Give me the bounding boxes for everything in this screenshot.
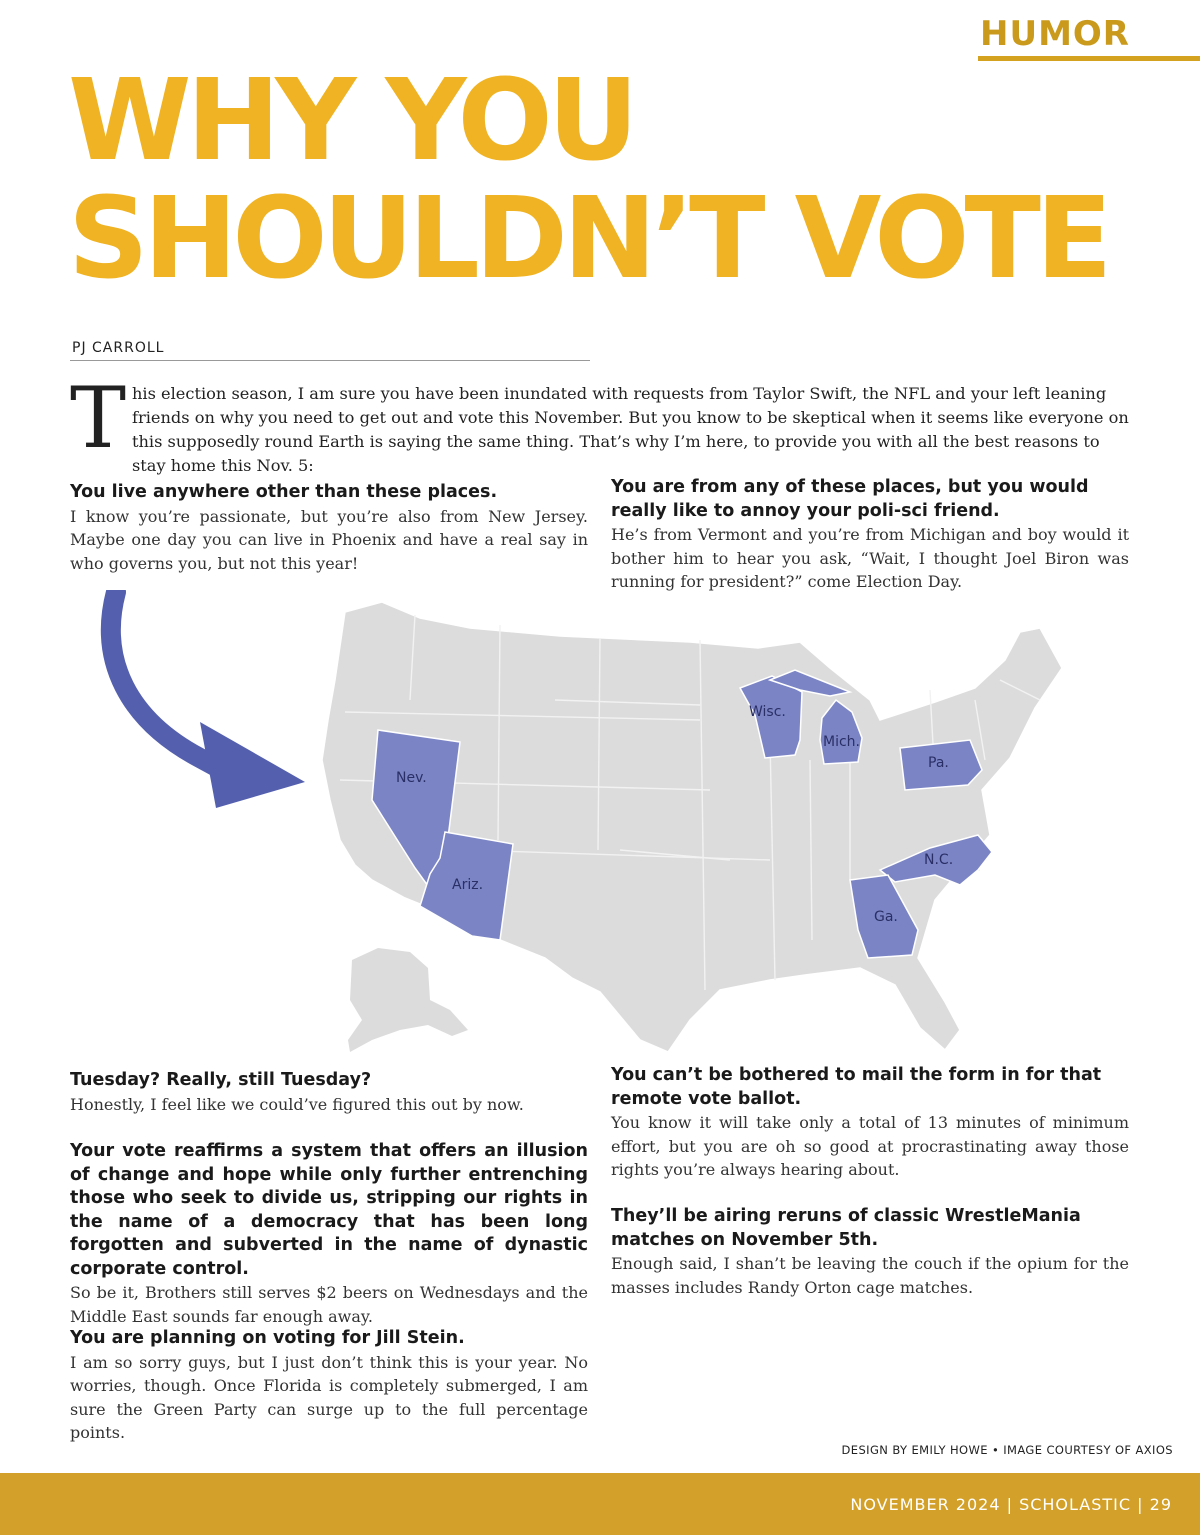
reason-heading: You are from any of these places, but you would really like to annoy your poli-sci friend. [611,477,1089,521]
reason-block [70,1140,588,1328]
label-arizona: Ariz. [452,877,484,893]
label-pennsylvania: Pa. [928,755,949,771]
reason-block [611,1205,1129,1299]
byline-rule [70,360,590,361]
reason-body: Enough said, I shan’t be leaving the couch if the opium for the masses includes Randy Orton cage matches. [611,1254,1129,1297]
reason-body: I am so sorry guys, but I just don’t think this is your year. No worries, though. Once Florida is completely submerged, I am sure the Green Party can surge up to the full percentage points. [70,1352,588,1442]
label-nevada: Nev. [396,770,427,786]
reason-heading: You are planning on voting for Jill Stein. [70,1328,465,1348]
headline-line-1: WHY YOU [68,56,634,186]
reason-body: So be it, Brothers still serves $2 beers on Wednesdays and the Middle East sounds far enough away. [70,1283,588,1326]
footer-issue-info: NOVEMBER 2024 | SCHOLASTIC | 29 [850,1495,1172,1514]
reason-heading: You can’t be bothered to mail the form in for that remote vote ballot. [611,1065,1102,1109]
reason-heading: Your vote reaffirms a system that offers an illusion of change and hope while only further entrenching those who seek to divide us, stripping our rights in the name of a democracy that has been long forgotten and subverted in the name of dynastic corporate control. [70,1141,588,1279]
reason-block [70,1069,588,1116]
label-georgia: Ga. [874,909,898,925]
reason-block [70,1327,588,1445]
reason-heading: They’ll be airing reruns of classic WrestleMania matches on November 5th. [611,1206,1081,1250]
section-label: HUMOR [980,14,1130,54]
intro-paragraph [70,369,1130,478]
reason-body: I know you’re passionate, but you’re also from New Jersey. Maybe one day you can live in Phoenix and have a real say in who governs you, but not this year! [70,506,588,573]
reason-block [70,481,588,575]
intro-text: his election season, I am sure you have been inundated with requests from Taylor Swift, the NFL and your left leaning friends on why you need to get out and vote this November. But you know to be skeptical when it seems like everyone on this supposedly round Earth is saying the same thing. That’s why I’m here, to provide you with all the best reasons to stay home this Nov. 5: [132,384,1129,475]
label-wisconsin: Wisc. [749,704,786,720]
label-north-carolina: N.C. [924,852,954,868]
reason-body: He’s from Vermont and you’re from Michigan and boy would it bother him to hear you ask, “Wait, I thought Joel Biron was running for president?” come Election Day. [611,525,1129,591]
reason-body: You know it will take only a total of 13 minutes of minimum effort, but you are oh so good at procrastinating away those rights you’re always hearing about. [611,1113,1129,1179]
reason-body: Honestly, I feel like we could’ve figured this out by now. [70,1094,524,1114]
headline-line-2: SHOULDN’T VOTE [68,174,1108,304]
arrow-head-icon [200,722,305,808]
us-swing-state-map [0,590,1200,1060]
headline [68,56,1108,304]
design-credit: DESIGN BY EMILY HOWE • IMAGE COURTESY OF AXIOS [841,1443,1173,1457]
reason-heading: You live anywhere other than these places. [70,482,498,502]
dropcap: T [70,369,127,467]
label-michigan: Mich. [823,734,860,750]
reason-heading: Tuesday? Really, still Tuesday? [70,1070,372,1090]
reason-block [611,1064,1129,1182]
byline: PJ CARROLL [72,340,165,356]
alaska-shape [348,948,468,1052]
section-rule [978,56,1200,61]
reason-block [611,476,1129,594]
footer-bar [0,1473,1200,1535]
